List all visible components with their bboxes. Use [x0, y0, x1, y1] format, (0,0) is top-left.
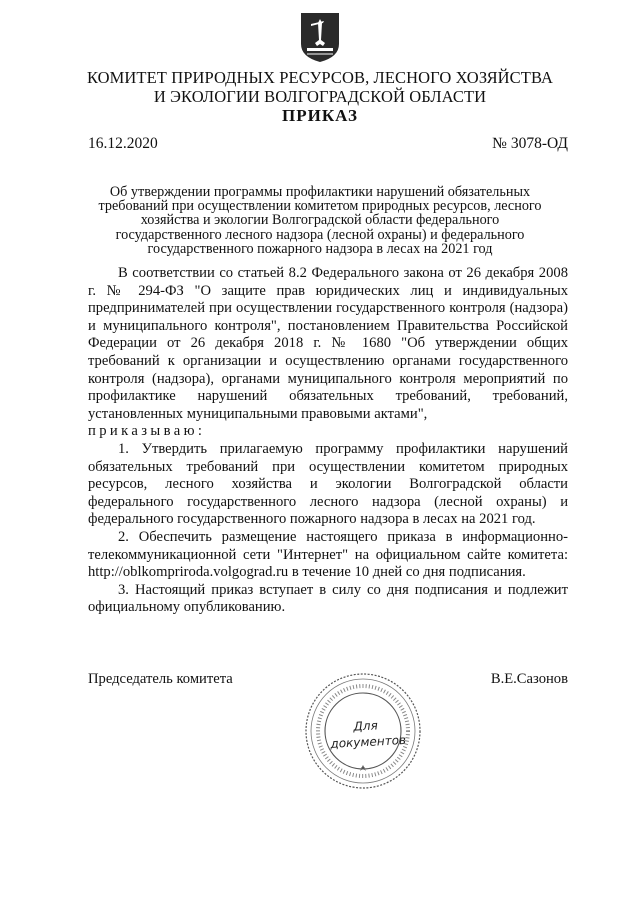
subject-line: хозяйства и экологии Волгоградской области федерального	[140, 212, 500, 229]
preamble-paragraph: В соответствии со статьей 8.2 Федерального закона от 26 декабря 2008 г. № 294-ФЗ "О защите прав юридических лиц и индивидуальных предпринимателей при осуществлении государственного контроля (надзора) и муниципального контроля", постановлением Правительства Российской Федерации от 26 декабря 2018 г. № 1680 "Об утверждении общих требований к организации и осуществлению органами государственного контроля (надзора), органами муниципального контроля мероприятий по профилактике нарушений обязательных требований, требований, установленных муниципальными правовыми актами",	[88, 265, 568, 422]
subject-line: государственного пожарного надзора в лесах на 2021 год	[147, 240, 493, 257]
signatory-name: В.Е.Сазонов	[490, 671, 568, 687]
subject-line: Об утверждении программы профилактики нарушений обязательных	[109, 184, 531, 200]
document-date: 16.12.2020	[88, 135, 158, 152]
order-item-3: 3. Настоящий приказ вступает в силу со дня подписания и подлежит официальному опубликованию.	[88, 581, 568, 616]
subject-line: требований при осуществлении комитетом природных ресурсов, лесного	[98, 198, 542, 215]
stamp-line-2: документов	[330, 732, 407, 751]
order-word: приказываю:	[88, 423, 206, 440]
subject-line: государственного лесного надзора (лесной охраны) и федерального	[115, 226, 525, 243]
coat-of-arms-icon	[298, 10, 342, 64]
stamp-line-1: Для	[353, 718, 379, 734]
org-line-2: И ЭКОЛОГИИ ВОЛГОГРАДСКОЙ ОБЛАСТИ	[153, 87, 487, 106]
stamp-text	[329, 716, 407, 752]
document-subject	[95, 185, 545, 256]
signatory-position: Председатель комитета	[88, 671, 233, 687]
document-number: № 3078-ОД	[492, 135, 568, 152]
document-body	[88, 265, 568, 617]
order-item-1: 1. Утвердить прилагаемую программу профилактики нарушений обязательных требований при осуществлении комитетом природных ресурсов, лесного хозяйства и экологии Волгоградской области федерального государственного лесного надзора (лесной охраны) и федерального государственного пожарного надзора в лесах на 2021 год.	[88, 440, 568, 528]
document-type: ПРИКАЗ	[282, 106, 358, 125]
order-item-2: 2. Обеспечить размещение настоящего приказа в информационно-телекоммуникационной сети "Интернет" на официальном сайте комитета: http://oblkompriroda.volgograd.ru в течение 10 дней со дня подписания.	[88, 528, 568, 581]
organization-name	[60, 68, 580, 106]
org-line-1: КОМИТЕТ ПРИРОДНЫХ РЕСУРСОВ, ЛЕСНОГО ХОЗЯЙСТВА	[86, 68, 554, 87]
